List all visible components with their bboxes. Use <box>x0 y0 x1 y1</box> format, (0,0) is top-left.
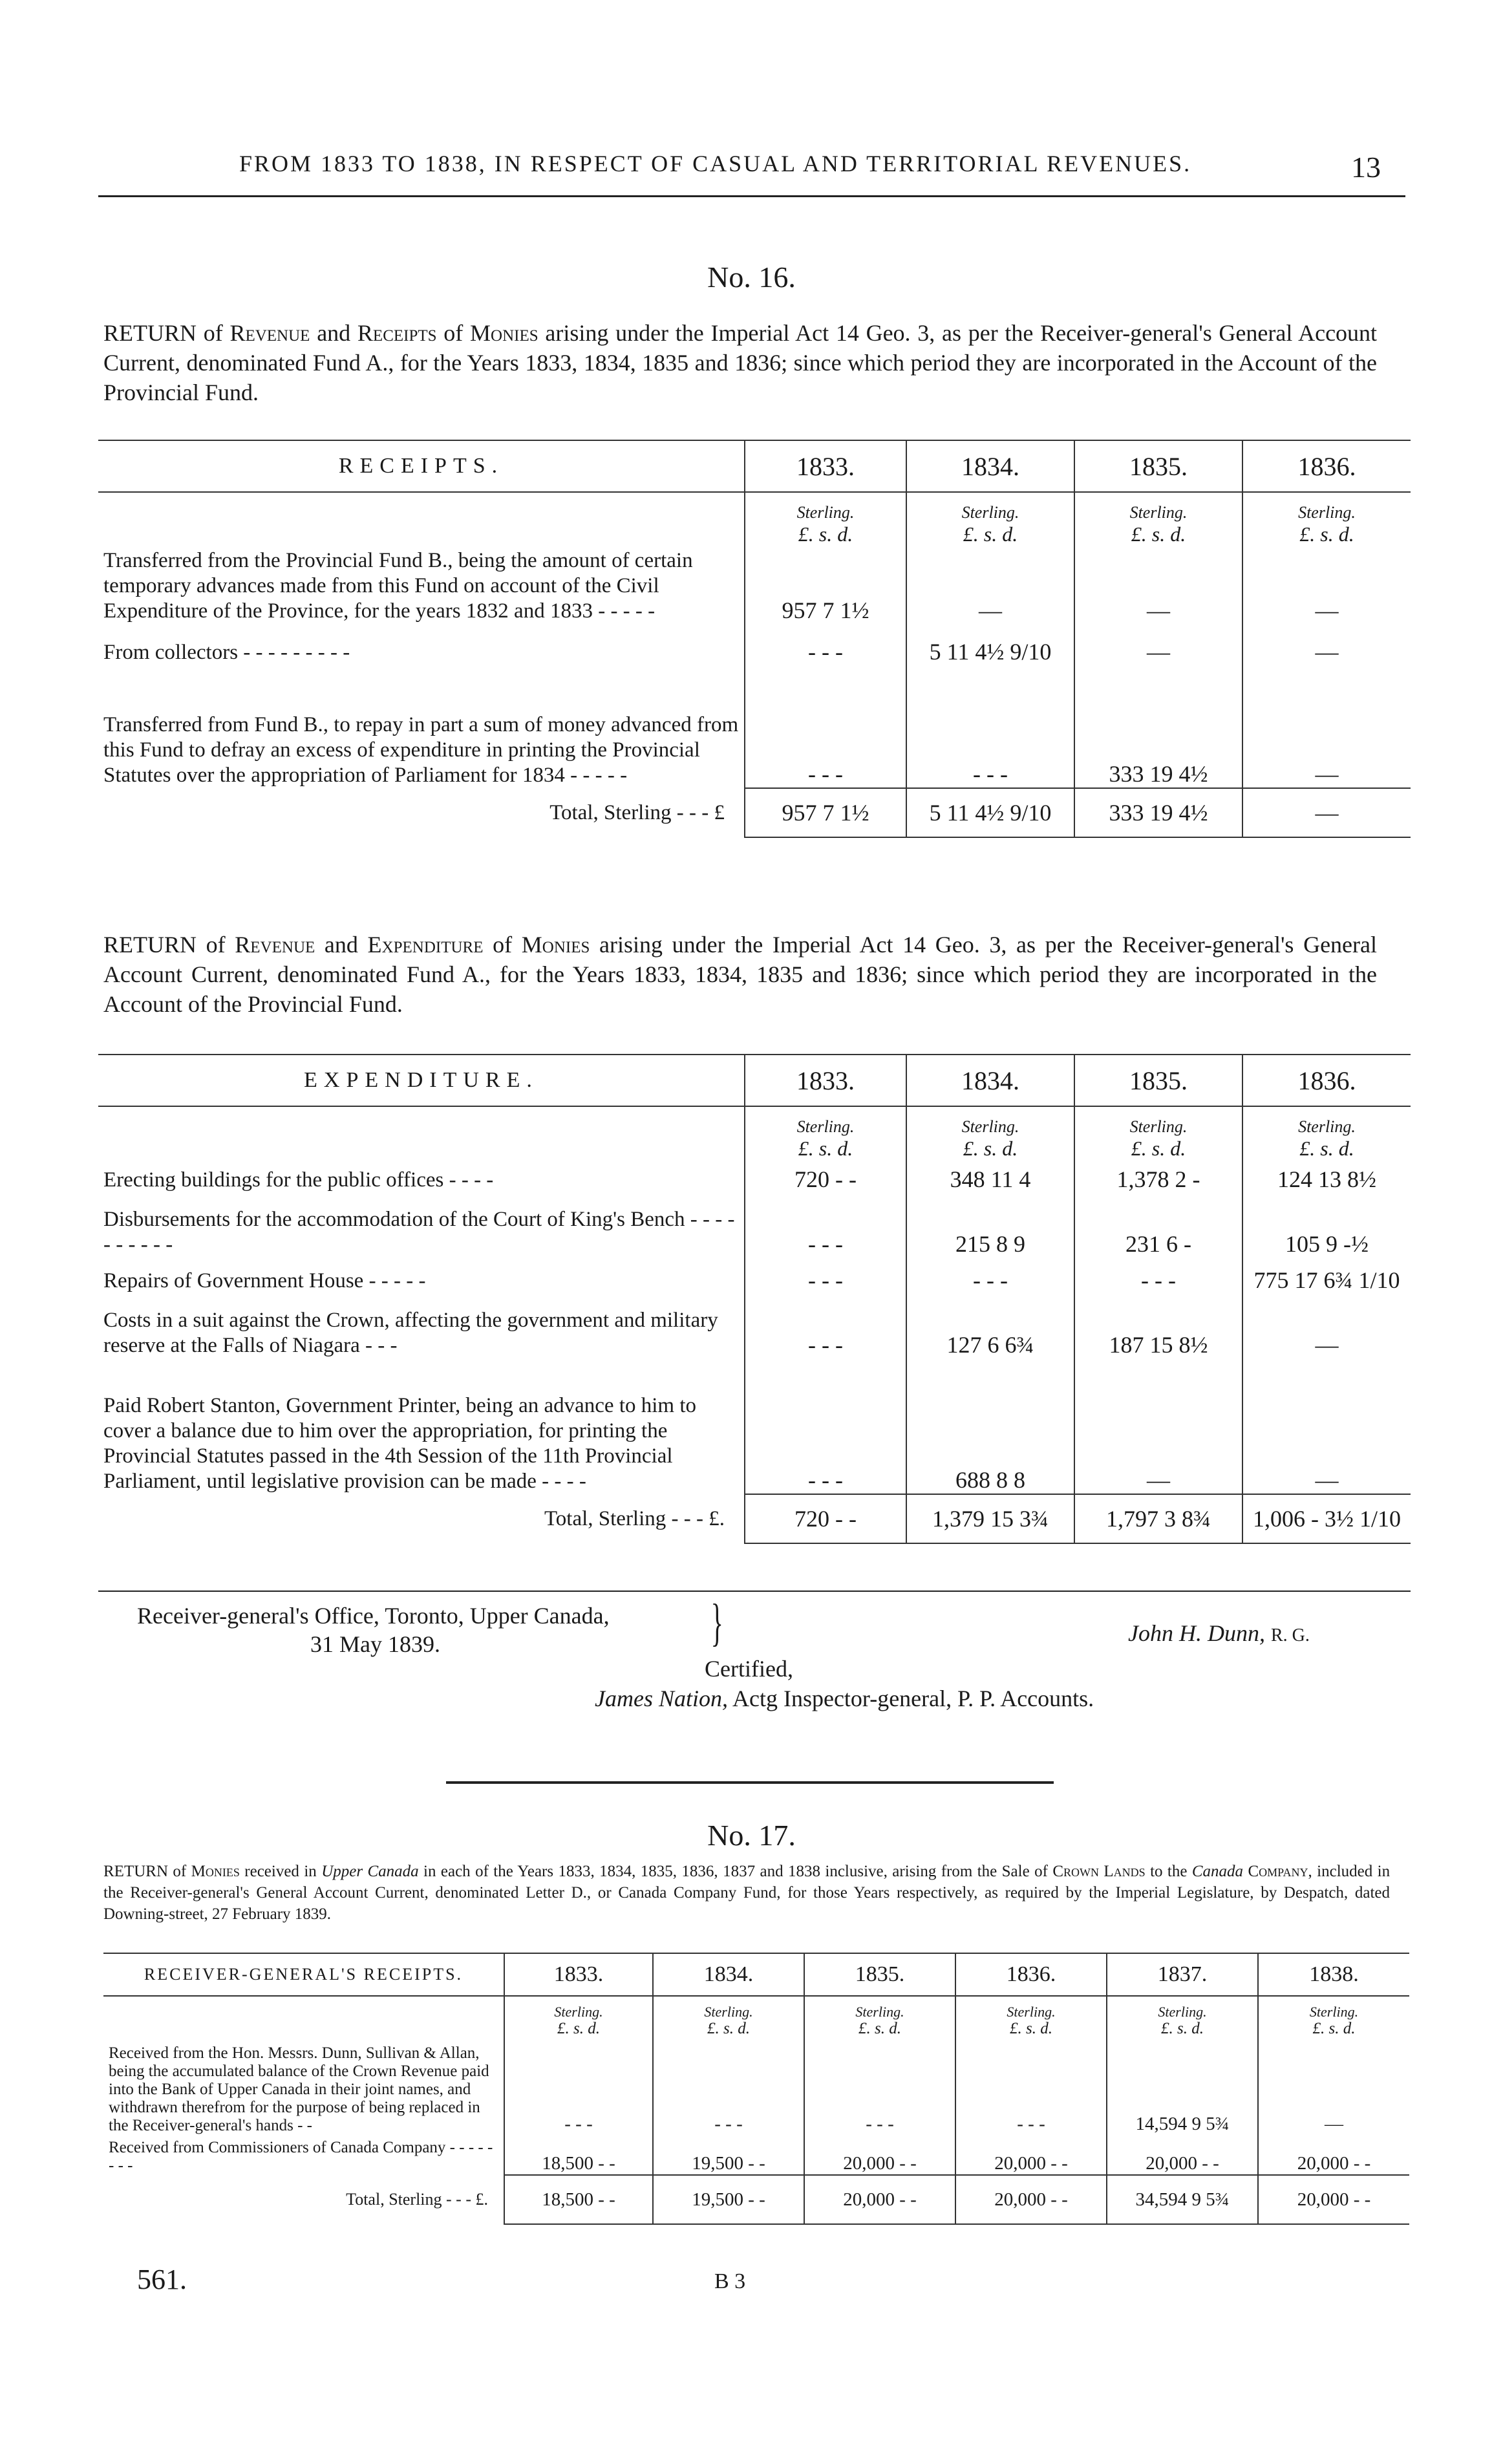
no17-cell: 19,500 - - <box>653 2135 804 2175</box>
receipts-table <box>98 440 1411 838</box>
certified-label: Certified, <box>705 1656 793 1682</box>
sterling-label: Sterling. <box>1309 2004 1359 2020</box>
inspector-title: Actg Inspector-general, P. P. Accounts. <box>732 1686 1094 1711</box>
sterling-label: Sterling. <box>796 503 855 522</box>
expenditure-year: 1836. <box>1242 1055 1411 1106</box>
lsd-label: £. s. d. <box>963 1137 1018 1160</box>
return1-mid1: and <box>317 320 351 346</box>
page-number: 13 <box>1351 151 1381 184</box>
return2-sc1: Revenue <box>235 932 315 958</box>
no17-row-desc: Received from Commissioners of Canada Company - - - - - - - - <box>109 2139 493 2174</box>
expenditure-cell: 231 6 - <box>1074 1193 1242 1258</box>
return1-lead: RETURN of <box>103 320 223 346</box>
expenditure-total: 720 - - <box>745 1494 906 1543</box>
running-head: FROM 1833 TO 1838, IN RESPECT OF CASUAL AND TERRITORIAL REVENUES. <box>239 151 1192 177</box>
signature: John H. Dunn, <box>1128 1620 1265 1646</box>
signature-rule <box>98 1591 1411 1592</box>
expenditure-row-desc: Disbursements for the accommodation of the Court of King's Bench - - - - - - - - - - <box>103 1208 735 1256</box>
return1-sc3: Monies <box>470 320 538 346</box>
no17-cell: - - - <box>653 2038 804 2135</box>
sterling-label: Sterling. <box>704 2004 753 2020</box>
inspector-name: James Nation, <box>595 1686 728 1711</box>
expenditure-cell: 348 11 4 <box>906 1161 1074 1193</box>
signature-suffix: R. G. <box>1270 1625 1310 1645</box>
receipts-header: RECEIPTS. <box>338 454 504 478</box>
lsd-label: £. s. d. <box>1312 2020 1356 2037</box>
no17-total: 20,000 - - <box>804 2175 955 2224</box>
expenditure-cell: 720 - - <box>745 1161 906 1193</box>
no17-sc3: Company, <box>1248 1863 1312 1880</box>
expenditure-cell: 187 15 8½ <box>1074 1294 1242 1358</box>
expenditure-cell: — <box>1242 1294 1411 1358</box>
inspector-line <box>595 1685 1094 1712</box>
no17-sc2: Crown Lands <box>1052 1863 1146 1880</box>
no17-cell: — <box>1258 2038 1409 2135</box>
no17-title: No. 17. <box>707 1819 796 1852</box>
sterling-label: Sterling. <box>855 2004 904 2020</box>
no17-year: 1836. <box>955 1953 1107 1996</box>
sterling-label: Sterling. <box>1129 503 1188 522</box>
expenditure-cell: 688 8 8 <box>906 1358 1074 1494</box>
lsd-label: £. s. d. <box>1010 2020 1052 2037</box>
sterling-label: Sterling. <box>961 503 1019 522</box>
sterling-label: Sterling. <box>1158 2004 1207 2020</box>
no17-row-desc: Received from the Hon. Messrs. Dunn, Sullivan & Allan, being the accumulated balance of the Crown Revenue paid into the Bank of Upper Canada in their joint names, and withdrawn therefrom for the purpose of being replaced in the Receiver-general's hands - - <box>109 2044 489 2134</box>
receipts-row-desc: Transferred from Fund B., to repay in part a sum of money advanced from this Fund to defray an excess of expenditure in printing the Provincial Statutes over the appropriation of Parliament for 1834 - - - - - <box>103 713 739 787</box>
return2-rest: arising under the Imperial Act 14 Geo. 3, as per the Receiver-general's General Account Current, denominated Fund A., for the Years 1833, 1834, 1835 and 1836; since which period they are incorporated in the Account of the Provincial Fund. <box>103 932 1377 1017</box>
no16-return1-paragraph <box>103 318 1377 407</box>
footer-left: 561. <box>137 2264 187 2295</box>
office-date: 31 May 1839. <box>310 1631 440 1657</box>
no17-rest1: received in <box>244 1863 317 1880</box>
no17-cell: 18,500 - - <box>504 2135 653 2175</box>
sterling-label: Sterling. <box>961 1117 1019 1136</box>
no17-year: 1834. <box>653 1953 804 1996</box>
receipts-year: 1835. <box>1074 440 1242 492</box>
no17-it1: Upper Canada <box>321 1863 419 1880</box>
no17-cell: 20,000 - - <box>955 2135 1107 2175</box>
expenditure-cell: - - - <box>745 1294 906 1358</box>
expenditure-total: 1,006 - 3½ 1/10 <box>1242 1494 1411 1543</box>
lsd-label: £. s. d. <box>1299 522 1354 546</box>
lsd-label: £. s. d. <box>1131 1137 1186 1160</box>
receipts-cell: - - - <box>906 665 1074 788</box>
expenditure-cell: 127 6 6¾ <box>906 1294 1074 1358</box>
footer-signature-mark: B 3 <box>714 2269 746 2293</box>
no17-cell: 20,000 - - <box>1107 2135 1258 2175</box>
no16-return2-paragraph <box>103 930 1377 1019</box>
office-line1: Receiver-general's Office, Toronto, Upper Canada, <box>137 1603 610 1629</box>
receipts-cell: — <box>1074 546 1242 624</box>
lsd-label: £. s. d. <box>798 1137 853 1160</box>
canada-company-table <box>103 1953 1409 2225</box>
no17-cell: 20,000 - - <box>804 2135 955 2175</box>
no17-year: 1838. <box>1258 1953 1409 1996</box>
return1-sc1: Revenue <box>229 320 310 346</box>
expenditure-cell: 215 8 9 <box>906 1193 1074 1258</box>
expenditure-cell: 124 13 8½ <box>1242 1161 1411 1193</box>
receipts-total: — <box>1242 788 1411 837</box>
no17-rest4: included in the Receiver-general's General Account Current, denominated Letter D., or Canada Company Fund, for those Years respectively, as required by the Imperial Legislature, by Despatch, dated Downing-street, 27 February 1839. <box>103 1863 1391 1923</box>
header-rule <box>98 195 1405 197</box>
lsd-label: £. s. d. <box>1161 2020 1204 2037</box>
expenditure-cell: - - - <box>906 1258 1074 1294</box>
receipts-cell: - - - <box>745 665 906 788</box>
no17-year: 1835. <box>804 1953 955 1996</box>
receipts-cell: — <box>1242 665 1411 788</box>
sterling-label: Sterling. <box>1298 503 1356 522</box>
no17-cell: 14,594 9 5¾ <box>1107 2038 1258 2135</box>
no17-return-paragraph <box>103 1861 1390 1925</box>
receipts-cell: 5 11 4½ 9/10 <box>906 624 1074 665</box>
expenditure-cell: — <box>1074 1358 1242 1494</box>
return2-sc3: Monies <box>521 932 590 958</box>
expenditure-cell: 1,378 2 - <box>1074 1161 1242 1193</box>
receipts-total: 5 11 4½ 9/10 <box>906 788 1074 837</box>
return2-mid2: of <box>493 932 513 958</box>
return2-sc2: Expenditure <box>367 932 484 958</box>
receipts-cell: — <box>906 546 1074 624</box>
no17-total: 20,000 - - <box>955 2175 1107 2224</box>
expenditure-year: 1833. <box>745 1055 906 1106</box>
no17-lead: RETURN of <box>103 1863 187 1880</box>
lsd-label: £. s. d. <box>1131 522 1186 546</box>
no17-cell: - - - <box>504 2038 653 2135</box>
receipts-total: 957 7 1½ <box>745 788 906 837</box>
no17-year: 1837. <box>1107 1953 1258 1996</box>
no17-header: RECEIVER-GENERAL'S RECEIPTS. <box>144 1965 464 1984</box>
no17-rest3: to the <box>1150 1863 1188 1880</box>
expenditure-total-label: Total, Sterling - - - £. <box>544 1506 725 1530</box>
expenditure-cell: - - - <box>1074 1258 1242 1294</box>
receipts-year: 1834. <box>906 440 1074 492</box>
no17-it2: Canada <box>1191 1863 1244 1880</box>
expenditure-cell: 105 9 -½ <box>1242 1193 1411 1258</box>
receipts-row-desc: Transferred from the Provincial Fund B., being the amount of certain temporary advances made from this Fund on account of the Civil Expenditure of the Province, for the years 1832 and 1833 - - - - - <box>103 549 693 623</box>
receipts-year: 1833. <box>745 440 906 492</box>
sterling-label: Sterling. <box>796 1117 855 1136</box>
receipts-year: 1836. <box>1242 440 1411 492</box>
expenditure-total: 1,379 15 3¾ <box>906 1494 1074 1543</box>
no17-rest2: in each of the Years 1833, 1834, 1835, 1836, 1837 and 1838 inclusive, arising from the Sale of <box>423 1863 1048 1880</box>
no17-sc1: Monies <box>191 1863 240 1880</box>
no17-year: 1833. <box>504 1953 653 1996</box>
sterling-label: Sterling. <box>1007 2004 1056 2020</box>
lsd-label: £. s. d. <box>798 522 853 546</box>
no17-total: 20,000 - - <box>1258 2175 1409 2224</box>
receipts-cell: — <box>1242 624 1411 665</box>
expenditure-year: 1834. <box>906 1055 1074 1106</box>
receipts-cell: 333 19 4½ <box>1074 665 1242 788</box>
receipts-cell: - - - <box>745 624 906 665</box>
receipts-total-label: Total, Sterling - - - £ <box>549 800 725 824</box>
expenditure-cell: - - - <box>745 1258 906 1294</box>
no17-total: 34,594 9 5¾ <box>1107 2175 1258 2224</box>
expenditure-row-desc: Erecting buildings for the public offices - - - - <box>103 1168 494 1192</box>
receipts-row-desc: From collectors - - - - - - - - - <box>103 641 350 664</box>
no17-cell: - - - <box>804 2038 955 2135</box>
expenditure-row-desc: Repairs of Government House - - - - - <box>103 1269 426 1292</box>
expenditure-year: 1835. <box>1074 1055 1242 1106</box>
expenditure-total: 1,797 3 8¾ <box>1074 1494 1242 1543</box>
receipts-cell: — <box>1242 546 1411 624</box>
expenditure-table <box>98 1054 1411 1544</box>
no17-total-label: Total, Sterling - - - £. <box>346 2190 488 2209</box>
receipts-cell: — <box>1074 624 1242 665</box>
expenditure-row-desc: Costs in a suit against the Crown, affecting the government and military reserve at the Falls of Niagara - - - <box>103 1309 718 1357</box>
lsd-label: £. s. d. <box>707 2020 750 2037</box>
sterling-label: Sterling. <box>1298 1117 1356 1136</box>
return2-lead: RETURN of <box>103 932 226 958</box>
section-rule <box>446 1781 1054 1784</box>
return2-mid1: and <box>324 932 358 958</box>
expenditure-row-desc: Paid Robert Stanton, Government Printer, being an advance to him to cover a balance due to him over the appropriation, for printing the Provincial Statutes passed in the 4th Session of the 11th Provincial Parliament, until legislative provision can be made - - - - <box>103 1394 696 1493</box>
expenditure-cell: - - - <box>745 1358 906 1494</box>
receipts-total: 333 19 4½ <box>1074 788 1242 837</box>
expenditure-cell: — <box>1242 1358 1411 1494</box>
return1-mid2: of <box>443 320 464 346</box>
signature-name <box>1128 1620 1310 1647</box>
no17-cell: - - - <box>955 2038 1107 2135</box>
receipts-cell: 957 7 1½ <box>745 546 906 624</box>
lsd-label: £. s. d. <box>557 2020 600 2037</box>
expenditure-header: EXPENDITURE. <box>304 1068 538 1092</box>
lsd-label: £. s. d. <box>963 522 1018 546</box>
return1-sc2: Receipts <box>357 320 437 346</box>
lsd-label: £. s. d. <box>1299 1137 1354 1160</box>
expenditure-cell: - - - <box>745 1193 906 1258</box>
expenditure-cell: 775 17 6¾ 1/10 <box>1242 1258 1411 1294</box>
no17-total: 18,500 - - <box>504 2175 653 2224</box>
sterling-label: Sterling. <box>554 2004 603 2020</box>
sterling-label: Sterling. <box>1129 1117 1188 1136</box>
no17-total: 19,500 - - <box>653 2175 804 2224</box>
brace: } <box>710 1594 723 1651</box>
return1-rest: arising under the Imperial Act 14 Geo. 3, as per the Receiver-general's General Account Current, denominated Fund A., for the Years 1833, 1834, 1835 and 1836; since which period they are incorporated in the Account of the Provincial Fund. <box>103 320 1378 405</box>
no17-cell: 20,000 - - <box>1258 2135 1409 2175</box>
lsd-label: £. s. d. <box>858 2020 901 2037</box>
no16-title: No. 16. <box>707 261 796 294</box>
